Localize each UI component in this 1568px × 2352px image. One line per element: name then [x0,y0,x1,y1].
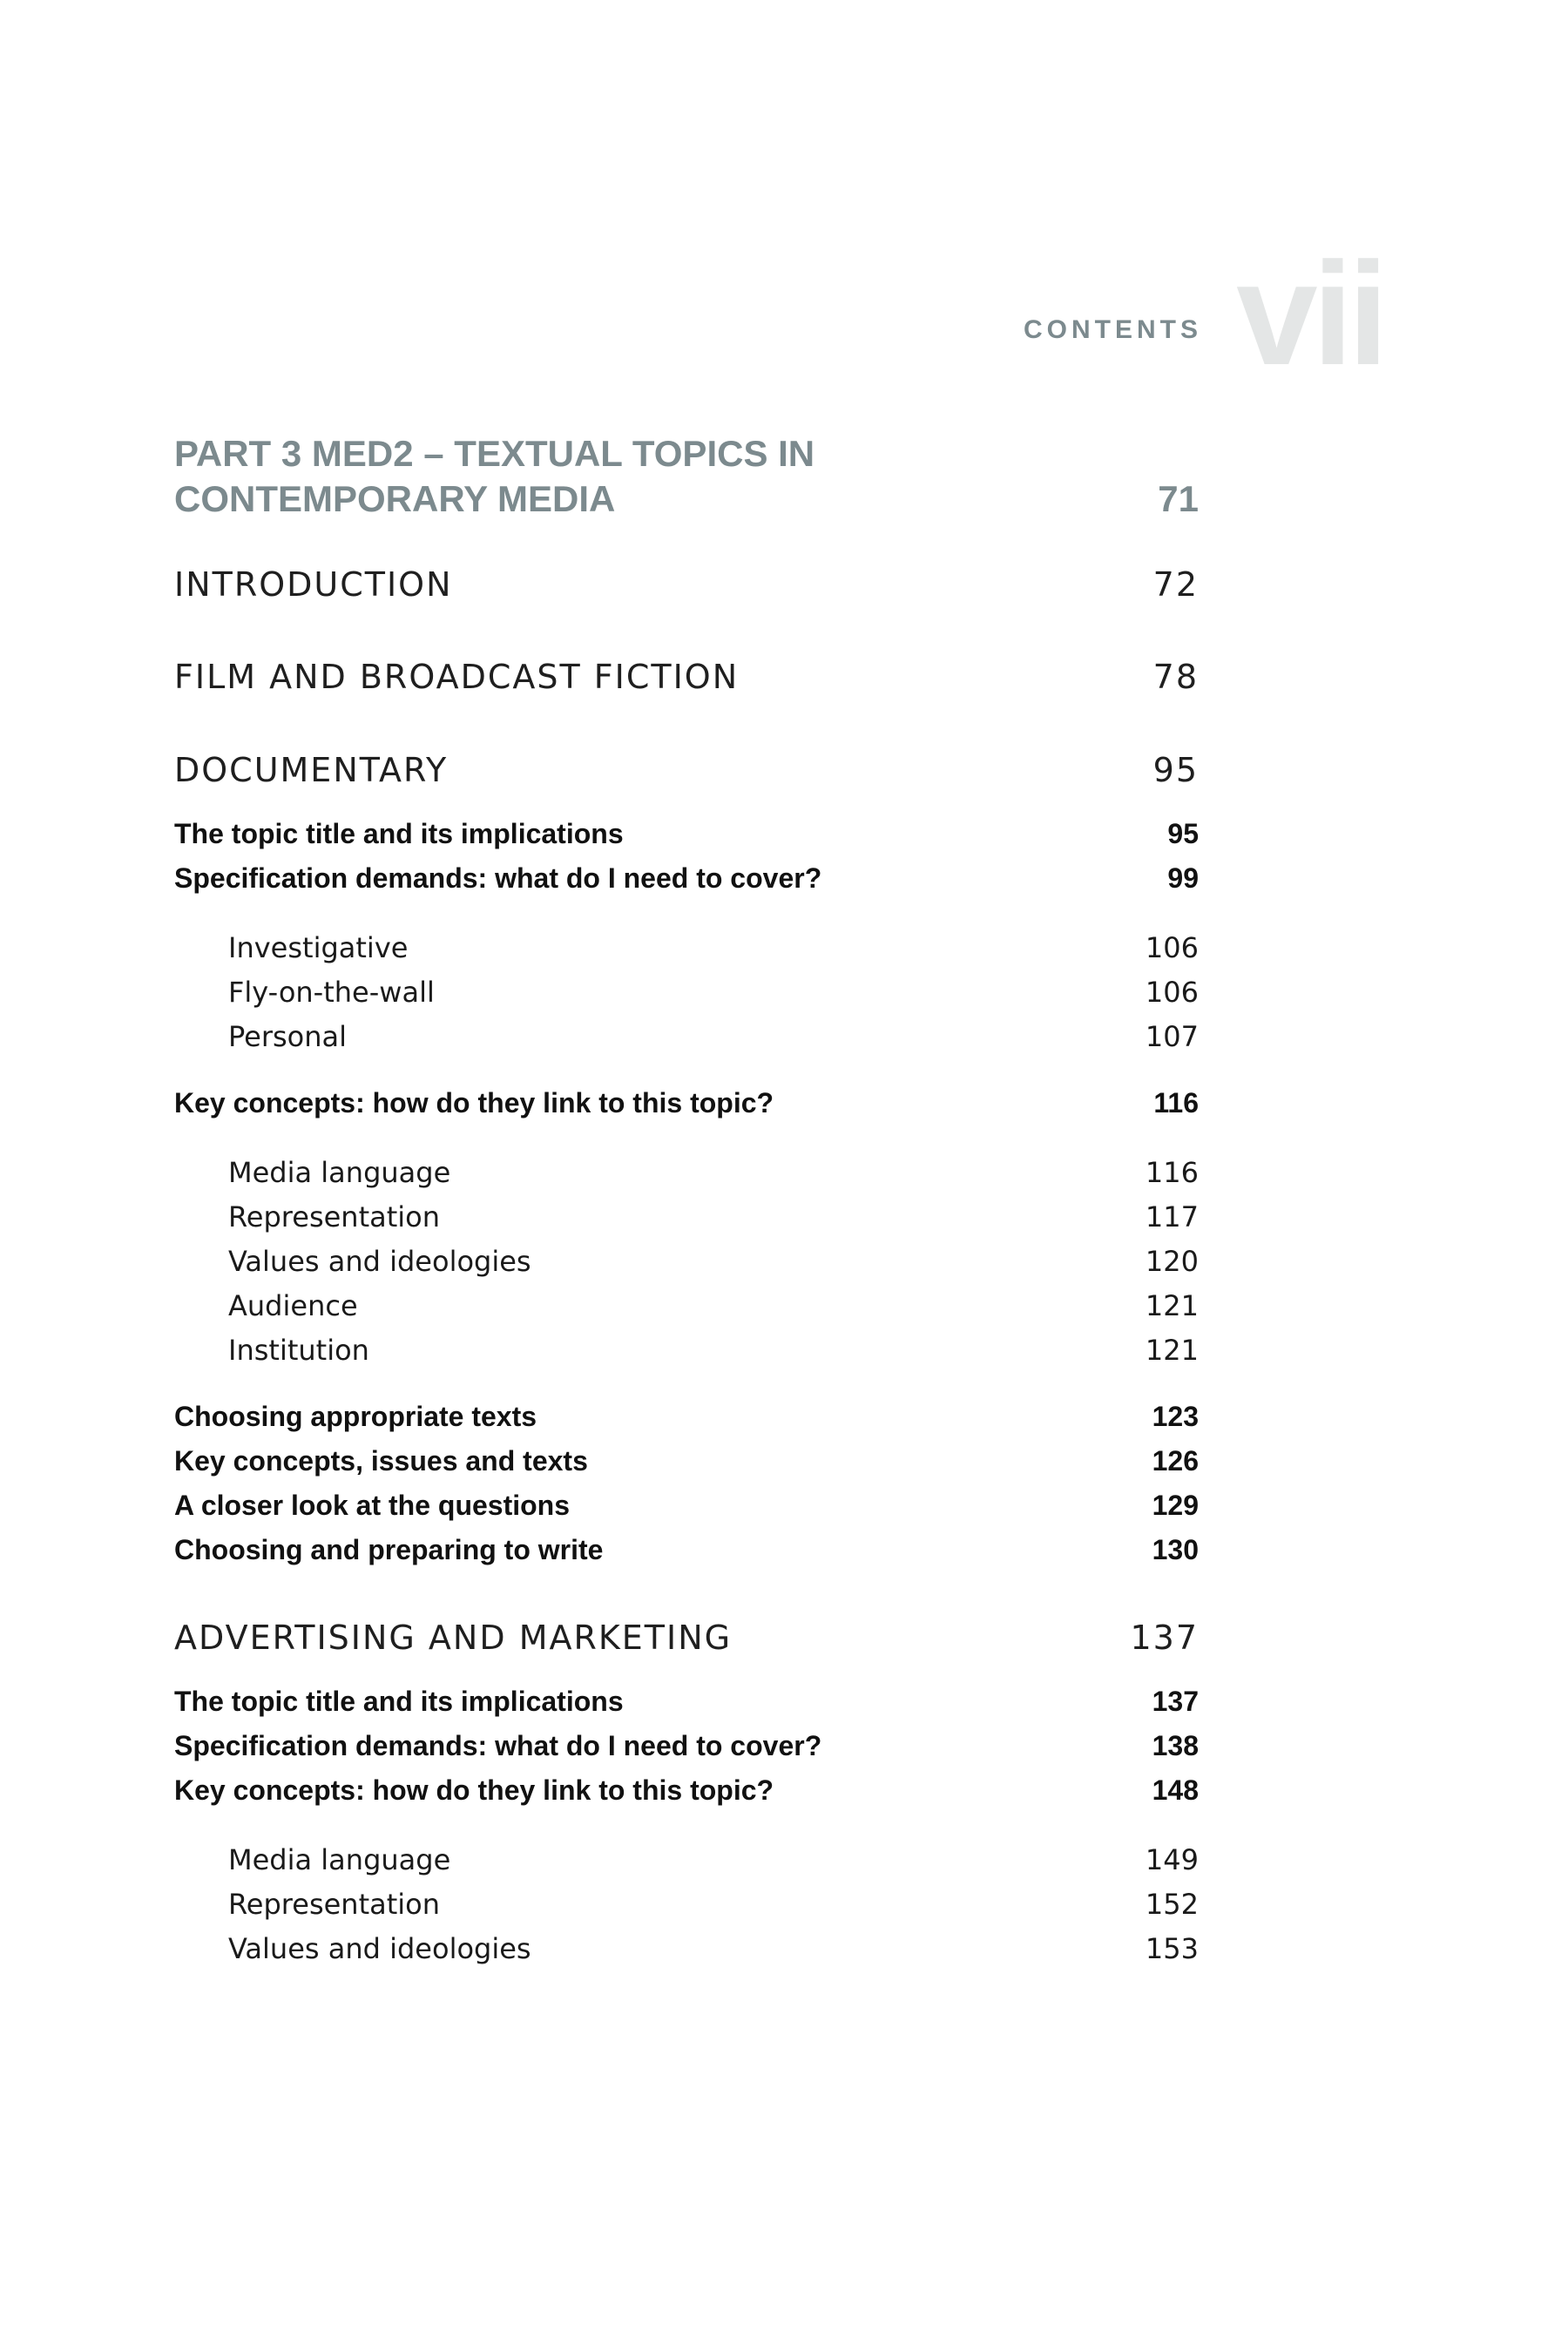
subsection-title: Media language [228,1843,451,1876]
toc-chapter-film-broadcast-fiction[interactable] [174,651,1199,703]
section-title: The topic title and its implications [174,1686,624,1717]
part-title-line-1: PART 3 MED2 – TEXTUAL TOPICS IN [174,433,815,474]
subsection-group [174,1151,1199,1373]
section-title: Specification demands: what do I need to cover? [174,862,822,894]
section-title: Choosing appropriate texts [174,1401,537,1432]
advertising-entries [174,1680,1199,1971]
toc-section[interactable] [174,1395,1199,1439]
section-title: A closer look at the questions [174,1490,571,1521]
toc-subsection[interactable] [174,970,1199,1015]
toc-subsection[interactable] [174,1328,1199,1373]
subsection-page: 120 [1145,1245,1199,1278]
subsection-page: 106 [1145,931,1199,964]
toc-section[interactable] [174,1528,1199,1572]
chapter-page: 78 [1152,658,1199,696]
subsection-title: Audience [228,1289,358,1322]
subsection-group [174,926,1199,1059]
subsection-page: 117 [1145,1200,1199,1233]
section-page: 99 [1167,862,1199,894]
subsection-title: Investigative [228,931,409,964]
chapter-title: DOCUMENTARY [174,751,449,789]
toc-chapter-documentary[interactable] [174,744,1199,796]
toc-chapter-introduction[interactable] [174,558,1199,611]
toc-subsection[interactable] [174,1927,1199,1971]
toc-subsection[interactable] [174,1015,1199,1059]
section-page: 130 [1152,1534,1199,1565]
subsection-page: 152 [1145,1888,1199,1921]
toc-section[interactable] [174,1724,1199,1768]
toc-chapter-advertising-marketing[interactable] [174,1612,1199,1664]
subsection-group [174,1838,1199,1971]
part-page: 71 [1158,478,1199,519]
table-of-contents [174,431,1199,1971]
chapter-page: 72 [1152,565,1199,604]
chapter-title: ADVERTISING AND MARKETING [174,1619,733,1657]
section-title: Key concepts: how do they link to this topic? [174,1087,774,1119]
toc-subsection[interactable] [174,1838,1199,1882]
toc-subsection[interactable] [174,1882,1199,1927]
subsection-page: 107 [1145,1020,1199,1053]
toc-subsection[interactable] [174,926,1199,970]
section-page: 137 [1152,1686,1199,1717]
subsection-title: Values and ideologies [228,1245,531,1278]
toc-section[interactable] [174,856,1199,901]
subsection-page: 149 [1145,1843,1199,1876]
subsection-title: Fly-on-the-wall [228,976,435,1009]
subsection-page: 106 [1145,976,1199,1009]
section-page: 126 [1152,1445,1199,1477]
subsection-title: Institution [228,1334,369,1367]
section-page: 129 [1152,1490,1199,1521]
section-group [174,1395,1199,1572]
subsection-title: Representation [228,1200,441,1233]
toc-subsection[interactable] [174,1284,1199,1328]
section-page: 138 [1152,1730,1199,1761]
section-page: 148 [1152,1774,1199,1806]
subsection-page: 153 [1145,1932,1199,1965]
subsection-title: Media language [228,1156,451,1189]
subsection-title: Values and ideologies [228,1932,531,1965]
part-title-line-2: CONTEMPORARY MEDIA [174,478,616,519]
toc-section[interactable] [174,1484,1199,1528]
subsection-page: 121 [1145,1334,1199,1367]
subsection-page: 116 [1145,1156,1199,1189]
toc-subsection[interactable] [174,1151,1199,1195]
section-title: The topic title and its implications [174,818,624,849]
section-title: Key concepts: how do they link to this topic? [174,1774,774,1806]
subsection-title: Personal [228,1020,348,1053]
running-header-label: CONTENTS [1024,315,1202,344]
page-number: vii [1236,232,1383,395]
section-page: 123 [1152,1401,1199,1432]
toc-section[interactable] [174,1680,1199,1724]
documentary-entries [174,812,1199,1572]
chapter-title: INTRODUCTION [174,565,453,604]
section-title: Specification demands: what do I need to cover? [174,1730,822,1761]
toc-section[interactable] [174,1768,1199,1813]
chapter-title: FILM AND BROADCAST FICTION [174,658,740,696]
toc-section[interactable] [174,812,1199,856]
toc-subsection[interactable] [174,1195,1199,1240]
subsection-title: Representation [228,1888,441,1921]
chapter-page: 137 [1130,1619,1199,1657]
chapter-page: 95 [1152,751,1199,789]
section-title: Choosing and preparing to write [174,1534,604,1565]
section-page: 95 [1167,818,1199,849]
section-page: 116 [1153,1087,1199,1119]
toc-subsection[interactable] [174,1240,1199,1284]
toc-section[interactable] [174,1081,1199,1125]
section-title: Key concepts, issues and texts [174,1445,588,1477]
part-title [174,431,958,522]
subsection-page: 121 [1145,1289,1199,1322]
toc-section[interactable] [174,1439,1199,1484]
toc-part-heading[interactable] [174,431,1199,522]
